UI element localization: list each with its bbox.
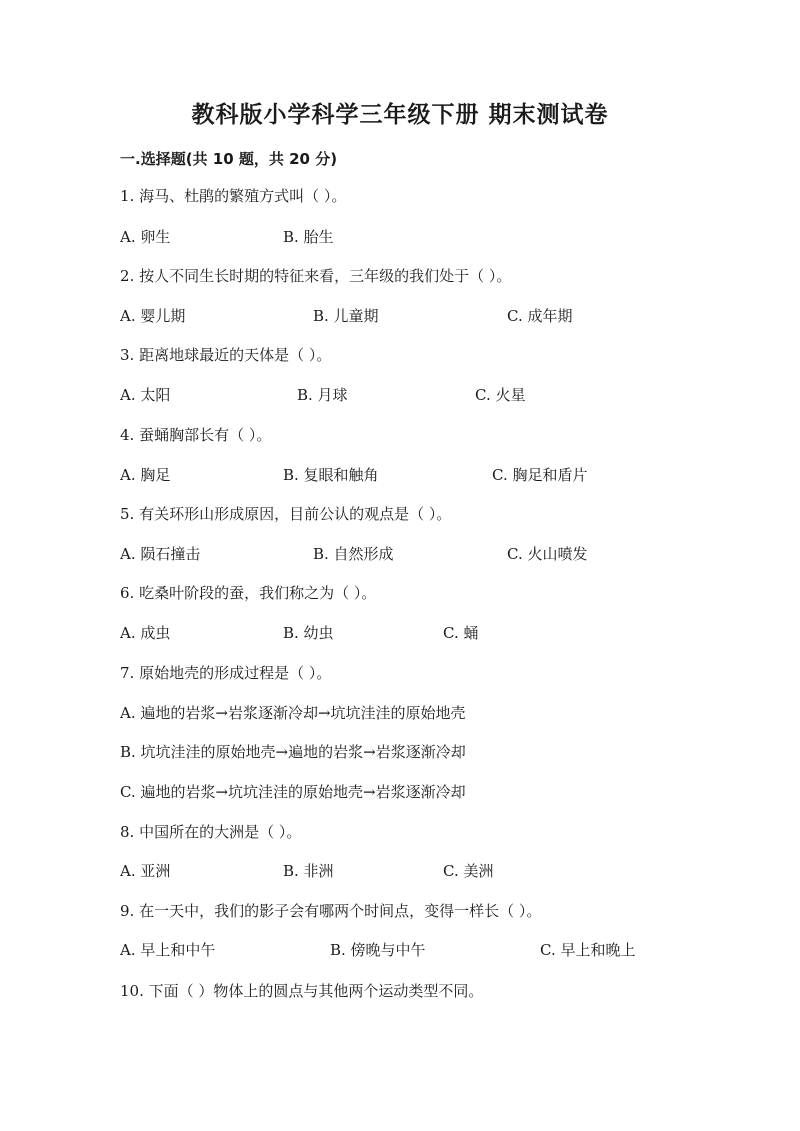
question-9-option-a: A. 早上和中午	[120, 941, 216, 959]
question-3-option-a: A. 太阳	[120, 386, 171, 404]
question-9-option-b: B. 傍晚与中午	[330, 941, 426, 959]
question-3-stem: 3. 距离地球最近的天体是（ ）。	[120, 346, 332, 364]
question-7-option-a: A. 遍地的岩浆→岩浆逐渐冷却→坑坑洼洼的原始地壳	[120, 704, 466, 722]
section-heading: 一.选择题(共 10 题，共 20 分)	[120, 150, 338, 168]
question-9-stem: 9. 在一天中，我们的影子会有哪两个时间点，变得一样长（ ）。	[120, 902, 542, 920]
question-5-option-a: A. 陨石撞击	[120, 545, 201, 563]
question-7-option-c: C. 遍地的岩浆→坑坑洼洼的原始地壳→岩浆逐渐冷却	[120, 783, 466, 801]
question-8-option-c: C. 美洲	[443, 862, 494, 880]
question-7-option-b: B. 坑坑洼洼的原始地壳→遍地的岩浆→岩浆逐渐冷却	[120, 743, 466, 761]
question-4-option-c: C. 胸足和盾片	[492, 466, 588, 484]
question-2-option-b: B. 儿童期	[313, 307, 379, 325]
question-5-stem: 5. 有关环形山形成原因，目前公认的观点是（ ）。	[120, 505, 452, 523]
question-4-stem: 4. 蚕蛹胸部长有（ ）。	[120, 426, 272, 444]
question-5-option-c: C. 火山喷发	[507, 545, 588, 563]
question-6-option-b: B. 幼虫	[283, 624, 334, 642]
question-2-option-c: C. 成年期	[507, 307, 573, 325]
question-10-stem: 10. 下面（ ）物体上的圆点与其他两个运动类型不同。	[120, 982, 484, 1000]
question-8-option-a: A. 亚洲	[120, 862, 171, 880]
question-8-option-b: B. 非洲	[283, 862, 334, 880]
question-1-option-b: B. 胎生	[283, 228, 334, 246]
question-4-option-a: A. 胸足	[120, 466, 171, 484]
question-8-stem: 8. 中国所在的大洲是（ ）。	[120, 823, 302, 841]
question-3-option-b: B. 月球	[297, 386, 348, 404]
question-6-option-c: C. 蛹	[443, 624, 479, 642]
question-9-option-c: C. 早上和晚上	[540, 941, 636, 959]
question-5-option-b: B. 自然形成	[313, 545, 394, 563]
question-4-option-b: B. 复眼和触角	[283, 466, 379, 484]
question-7-stem: 7. 原始地壳的形成过程是（ ）。	[120, 664, 332, 682]
page-title: 教科版小学科学三年级下册 期末测试卷	[191, 102, 609, 128]
question-1-stem: 1. 海马、杜鹃的繁殖方式叫（ ）。	[120, 187, 347, 205]
question-6-stem: 6. 吃桑叶阶段的蚕，我们称之为（ ）。	[120, 584, 377, 602]
question-2-option-a: A. 婴儿期	[120, 307, 186, 325]
question-6-option-a: A. 成虫	[120, 624, 171, 642]
question-1-option-a: A. 卵生	[120, 228, 171, 246]
question-3-option-c: C. 火星	[475, 386, 526, 404]
question-2-stem: 2. 按人不同生长时期的特征来看，三年级的我们处于（ ）。	[120, 267, 512, 285]
